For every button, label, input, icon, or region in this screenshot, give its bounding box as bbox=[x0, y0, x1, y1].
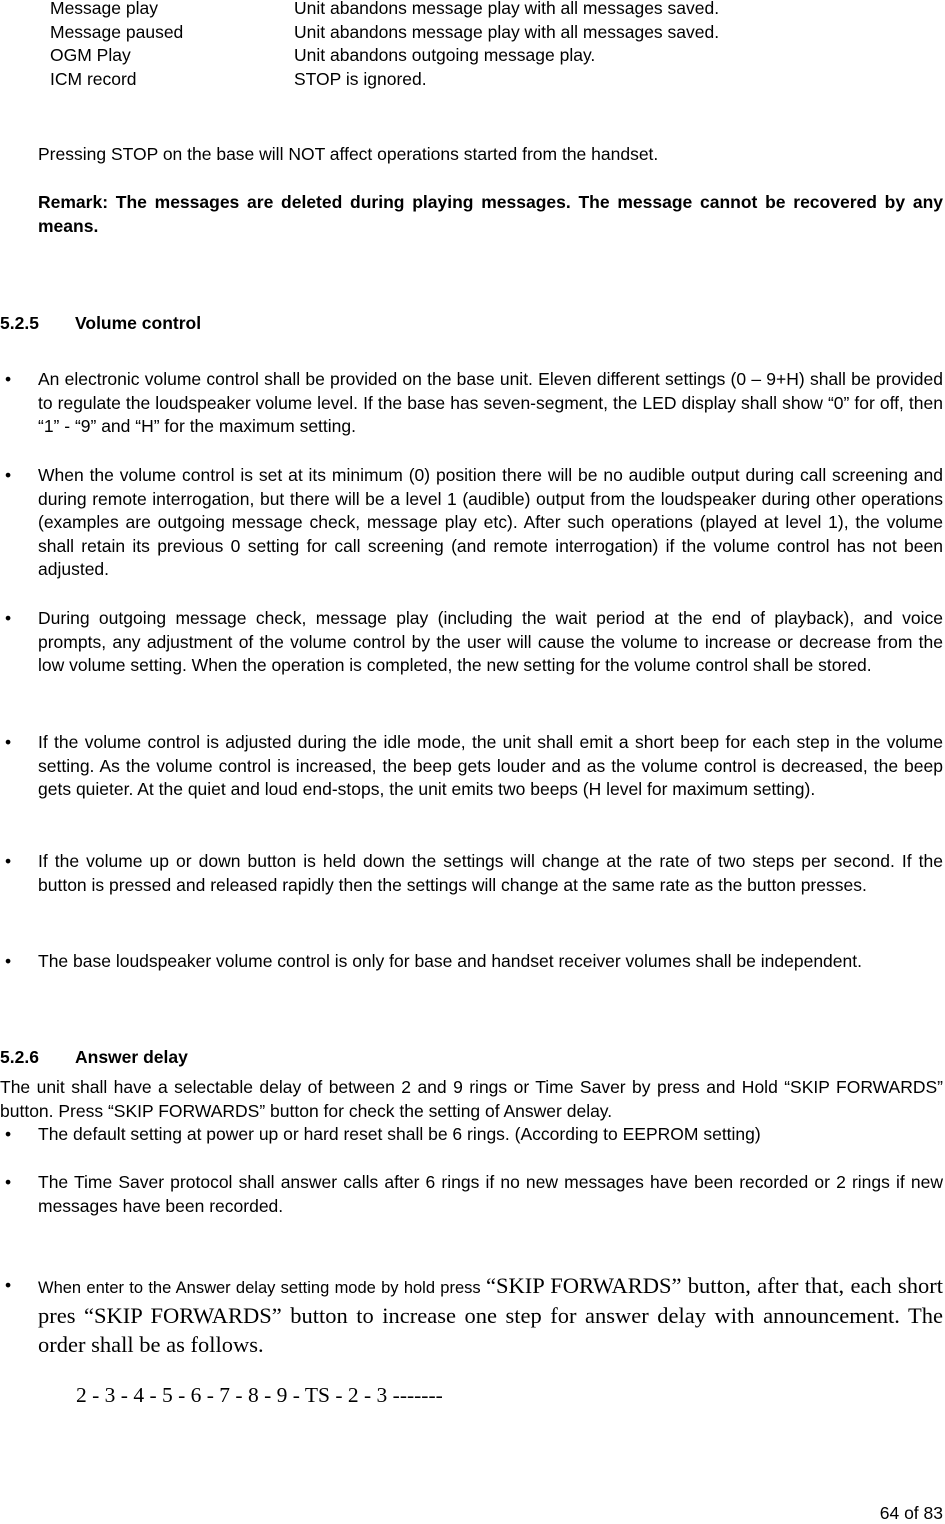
list-item-text: The base loudspeaker volume control is only for base and handset receiver volumes shall be independent. bbox=[38, 951, 862, 971]
section-title: Answer delay bbox=[75, 1047, 188, 1067]
list-item bbox=[0, 1272, 943, 1360]
bullet-icon: • bbox=[5, 1275, 12, 1295]
bullet-icon: • bbox=[5, 465, 12, 485]
stop-note: Pressing STOP on the base will NOT affect operations started from the handset. bbox=[38, 144, 659, 164]
bullet-icon: • bbox=[5, 608, 12, 628]
list-item-text: If the volume up or down button is held down the settings will change at the rate of two steps per second. If the button is pressed and released rapidly then the settings will change at the same rate as the button presses. bbox=[38, 851, 943, 895]
section-number: 5.2.6 bbox=[0, 1047, 39, 1067]
bullet-icon: • bbox=[5, 851, 12, 871]
section-title: Volume control bbox=[75, 313, 202, 333]
list-item-text bbox=[38, 1272, 943, 1360]
list-item-text: An electronic volume control shall be provided on the base unit. Eleven different settings (0 – 9+H) shall be provided to regulate the loudspeaker volume level. If the base has seven-segment, the LED display shall show “0” for off, then “1” - “9” and “H” for the maximum setting. bbox=[38, 369, 943, 436]
answer-delay-intro: The unit shall have a selectable delay of between 2 and 9 rings or Time Saver by press and Hold “SKIP FORWARDS” button. Press “SKIP FORWARDS” button for check the setting of Answer delay. bbox=[0, 1077, 943, 1121]
bullet-icon: • bbox=[5, 369, 12, 389]
list-item bbox=[0, 850, 943, 897]
bullet-icon: • bbox=[5, 1172, 12, 1192]
list-item-text: When the volume control is set at its minimum (0) position there will be no audible output during call screening and during remote interrogation, but there will be a level 1 (audible) output from the loudspeaker during other operations (examples are outgoing message check, message play etc). After such operations (played at level 1), the volume shall retain its previous 0 setting for call screening (and remote interrogation) if the volume control has not been adjusted. bbox=[38, 465, 943, 579]
bullet-icon: • bbox=[5, 732, 12, 752]
state-cell: Message play bbox=[50, 0, 158, 18]
state-cell: ICM record bbox=[50, 68, 137, 89]
list-item bbox=[0, 368, 943, 439]
section-number: 5.2.5 bbox=[0, 313, 39, 333]
bullet-icon: • bbox=[5, 951, 12, 971]
list-item bbox=[0, 464, 943, 582]
action-cell: STOP is ignored. bbox=[294, 68, 427, 89]
state-cell: Message paused bbox=[50, 21, 184, 42]
stop-behaviour-table bbox=[50, 0, 719, 91]
list-item bbox=[0, 1123, 943, 1147]
list-item-text: During outgoing message check, message play (including the wait period at the end of playback), and voice prompts, any adjustment of the volume control by the user will cause the volume to increase or decrease from the low volume setting. When the operation is completed, the new setting for the volume control shall be stored. bbox=[38, 608, 943, 675]
action-cell: Unit abandons message play with all messages saved. bbox=[294, 0, 720, 18]
section-heading-answer-delay bbox=[0, 1047, 188, 1068]
list-item-text: The default setting at power up or hard reset shall be 6 rings. (According to EEPROM setting) bbox=[38, 1124, 761, 1144]
table-row bbox=[50, 68, 719, 92]
list-item-text: If the volume control is adjusted during the idle mode, the unit shall emit a short beep for each step in the volume setting. As the volume control is increased, the beep gets louder and as the volume control is decreased, the beep gets quieter. At the quiet and loud end-stops, the unit emits two beeps (H level for maximum setting). bbox=[38, 732, 943, 799]
list-item-text: The Time Saver protocol shall answer calls after 6 rings if no new messages have been recorded or 2 rings if new messages have been recorded. bbox=[38, 1172, 943, 1216]
section-heading-volume bbox=[0, 313, 201, 334]
list-item bbox=[0, 950, 943, 974]
list-item bbox=[0, 1171, 943, 1218]
list-item bbox=[0, 731, 943, 802]
remark-paragraph: Remark: The messages are deleted during playing messages. The message cannot be recovered by any means. bbox=[38, 192, 943, 236]
state-cell: OGM Play bbox=[50, 45, 131, 65]
action-cell: Unit abandons outgoing message play. bbox=[294, 45, 596, 65]
answer-delay-sequence: 2 - 3 - 4 - 5 - 6 - 7 - 8 - 9 - TS - 2 - 3 ------- bbox=[76, 1383, 443, 1407]
list-item-text-serif: “SKIP FORWARDS” button, after that, each short pres “SKIP FORWARDS” button to increase one step for answer delay with announcement. The order shall be as follows. bbox=[38, 1273, 944, 1357]
action-cell: Unit abandons message play with all messages saved. bbox=[294, 21, 720, 42]
list-item-text-sans: When enter to the Answer delay setting mode by hold press bbox=[38, 1279, 486, 1297]
list-item bbox=[0, 607, 943, 678]
bullet-icon: • bbox=[5, 1124, 12, 1144]
table-row bbox=[50, 44, 719, 68]
page-number: 64 of 83 bbox=[879, 1503, 943, 1523]
table-row bbox=[50, 21, 719, 45]
table-row bbox=[50, 0, 719, 21]
